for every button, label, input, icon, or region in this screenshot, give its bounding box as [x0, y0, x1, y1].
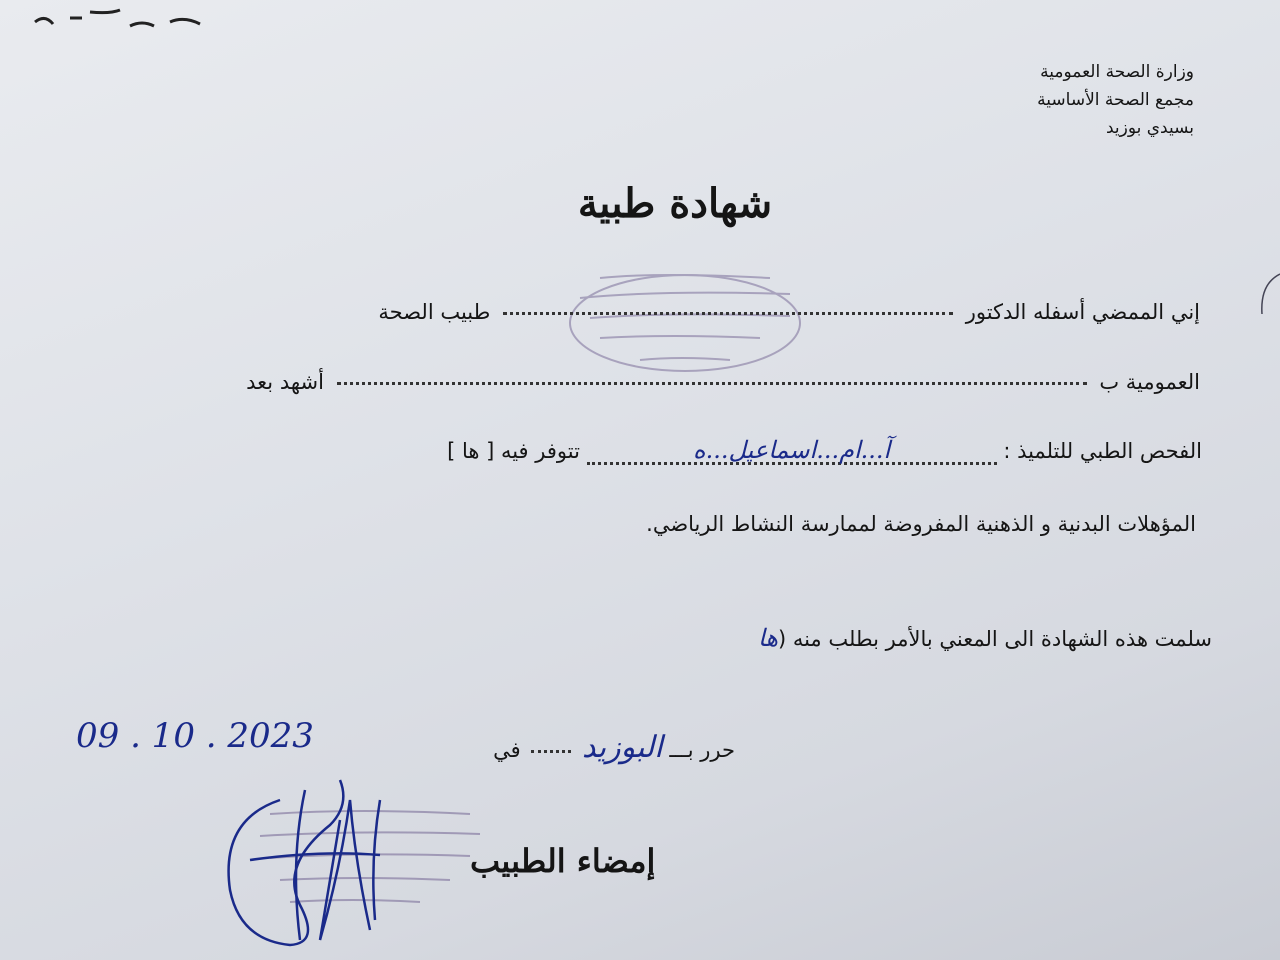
issued-place-blank [531, 749, 571, 753]
doctor-intro-text: إني الممضي أسفله الدكتور [965, 300, 1200, 324]
issued-prefix-text: حرر بـــ [669, 738, 735, 762]
doctor-name-blank [503, 311, 953, 315]
page-edge-curl [1256, 270, 1280, 320]
health-center-name: مجمع الصحة الأساسية [1037, 90, 1194, 110]
corner-ink-marks [30, 8, 210, 34]
issued-in-text: في [493, 738, 521, 762]
doctor-signature [210, 760, 430, 950]
body-line-2 [246, 370, 1200, 394]
document-title: شهادة طبية [577, 180, 773, 227]
delivery-handwritten-suffix: ها [758, 624, 778, 652]
issued-place-handwritten: البوزيد [582, 730, 663, 765]
workplace-intro-text: العمومية ب [1099, 370, 1200, 394]
body-line-4: المؤهلات البدنية و الذهنية المفروضة لممارسة النشاط الرياضي. [646, 512, 1196, 536]
body-line-5 [758, 624, 1212, 652]
student-intro-text: الفحص الطبي للتلميذ : [1003, 439, 1202, 463]
body-line-3 [447, 438, 1202, 465]
issued-date-handwritten: 09 . 10 . 2023 [76, 716, 314, 756]
doctor-signature-label: إمضاء الطبيب [470, 842, 656, 880]
workplace-blank [337, 381, 1087, 385]
ministry-name: وزارة الصحة العمومية [1040, 62, 1194, 82]
city-name: بسيدي بوزيد [1105, 118, 1194, 138]
qualification-intro-text: تتوفر فيه [ ها ] [447, 439, 580, 463]
issuer-header [1037, 58, 1194, 142]
doctor-title-text: طبيب الصحة [378, 300, 491, 324]
delivery-text: سلمت هذه الشهادة الى المعني بالأمر بطلب منه ( [777, 627, 1212, 651]
student-name-handwritten: آ...ام...اسماعيل...ه [587, 438, 997, 465]
body-line-1 [378, 300, 1200, 324]
issued-line [493, 730, 735, 765]
attest-text: أشهد بعد [246, 370, 324, 394]
